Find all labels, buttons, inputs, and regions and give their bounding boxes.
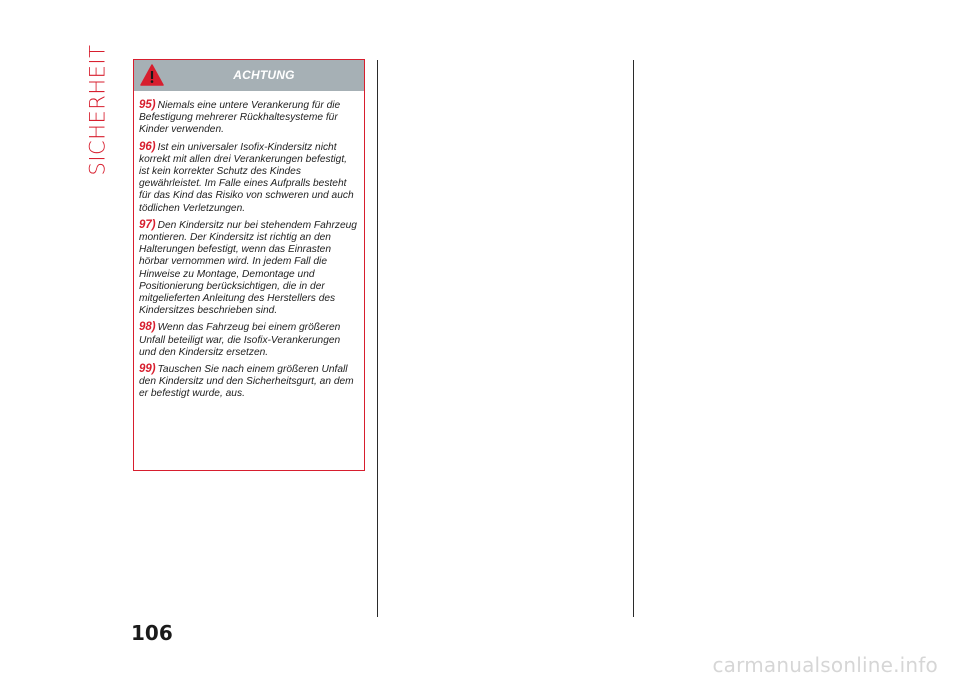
warning-note-95 [139,99,360,137]
note-text: Tauschen Sie nach einem größeren Unfall den Kindersitz und den Sicherheitsgurt, an dem er befestigt wurde, aus. [139,364,354,400]
page-number: 106 [131,621,173,645]
note-text: Niemals eine untere Verankerung für die Befestigung mehrerer Rückhaltesysteme für Kinder verwenden. [139,100,341,136]
warning-note-97 [139,219,360,318]
column-divider-right [633,60,634,617]
warning-title: ACHTUNG [233,68,295,82]
note-text: Wenn das Fahrzeug bei einem größeren Unfall beteiligt war, die Isofix-Verankerungen und den Kindersitz ersetzen. [139,322,341,358]
column-divider-left [377,60,378,617]
warning-box [133,59,365,471]
section-title [84,44,110,176]
note-number: 95) [139,99,156,111]
note-text: Ist ein universaler Isofix-Kindersitz nicht korrekt mit allen drei Verankerungen befestigt, ist kein korrekter Schutz des Kindes gewährleistet. Im Falle eines Aufpralls besteht für das Kind das Risiko von schweren und auch tödlichen Verletzungen. [139,141,354,214]
note-number: 99) [139,363,156,376]
warning-header [134,60,364,91]
warning-note-98 [139,321,360,359]
note-number: 97) [139,218,156,231]
warning-note-99 [139,363,360,401]
warning-note-96 [139,141,360,215]
note-text: Den Kindersitz nur bei stehendem Fahrzeug montieren. Der Kindersitz ist richtig an den Halterungen befestigt, wenn das Einrasten hörbar vernommen wird. In jedem Fall die Hinweise zu Montage, Demontage und Positionierung berücksichtigen, die in der mitgelieferten Anleitung des Herstellers des Kindersitzes beschrieben sind. [139,219,357,317]
note-number: 98) [139,321,156,334]
section-title-text: SICHERHEIT [85,44,110,176]
watermark: carmanualsonline.info [712,653,938,677]
note-number: 96) [139,140,156,153]
warning-body [134,91,364,401]
